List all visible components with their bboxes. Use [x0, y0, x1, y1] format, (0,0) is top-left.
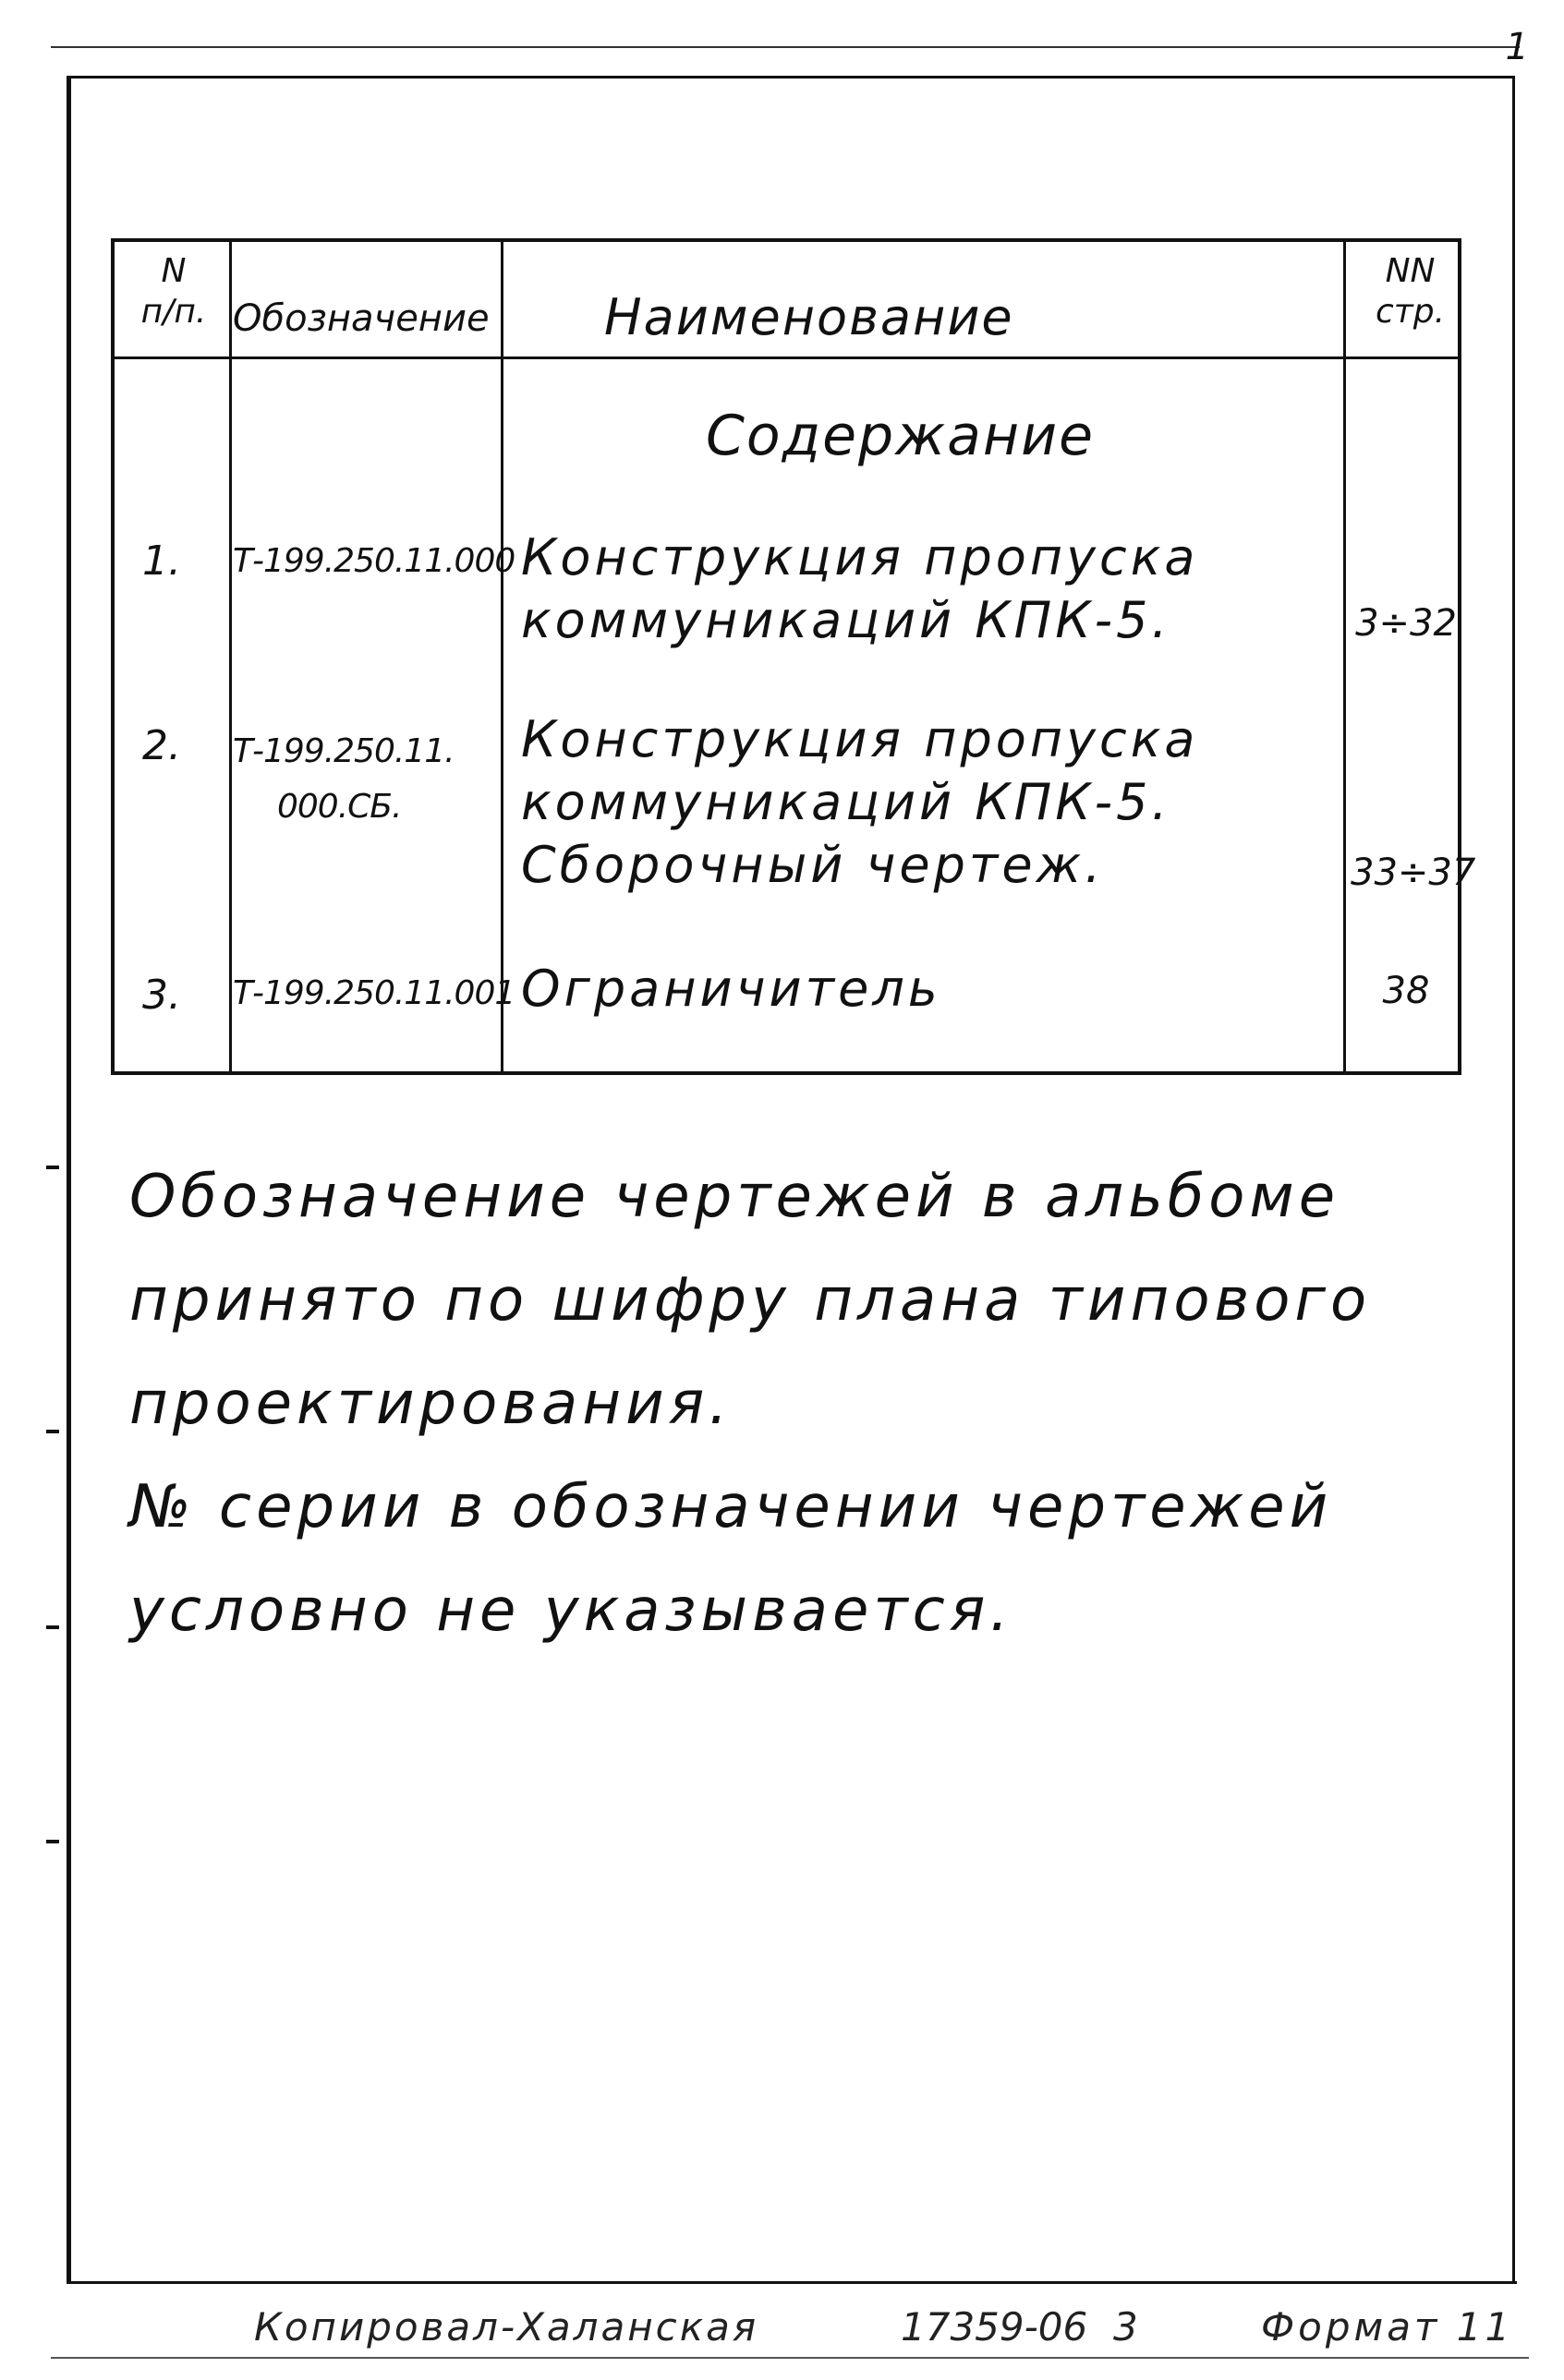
- header-name: Наименование: [604, 288, 1014, 346]
- row-pages: 38: [1382, 970, 1430, 1012]
- margin-tick: [46, 1625, 59, 1629]
- row-number: 1.: [142, 538, 181, 585]
- footer-format: Формат 11: [1261, 2304, 1514, 2350]
- note-text: Обозначение чертежей в альбоме принято по шифру плана типового проектирования. № серии в обозначении чертежей условно не указывается.: [129, 1163, 1372, 1645]
- column-divider: [501, 242, 503, 1071]
- margin-tick: [46, 1840, 59, 1843]
- row-number: 3.: [142, 972, 181, 1019]
- page-number: 1: [1505, 26, 1529, 68]
- column-divider: [229, 242, 232, 1071]
- row-pages: 33÷37: [1351, 852, 1476, 894]
- footer-doc-number: 17359-06: [901, 2304, 1088, 2350]
- row-name: Конструкция пропуска коммуникаций КПК-5. Сборочный чертеж.: [521, 710, 1199, 894]
- header-number: N п/п.: [140, 252, 207, 331]
- row-designation: Т-199.250.11.001: [233, 974, 515, 1012]
- row-designation: Т-199.250.11. 000.СБ.: [233, 732, 455, 826]
- contents-table: [111, 238, 1476, 1075]
- bottom-rule: [67, 2281, 1517, 2284]
- header-divider: [115, 356, 1458, 359]
- footer-sheet: 3: [1113, 2304, 1138, 2350]
- footer-copied-by: Копировал-Халанская: [254, 2304, 759, 2350]
- bottom-rule-outer: [51, 2357, 1529, 2359]
- margin-tick: [46, 1166, 59, 1169]
- row-pages: 3÷32: [1355, 602, 1457, 645]
- row-name: Конструкция пропуска коммуникаций КПК-5.: [521, 528, 1199, 649]
- row-number: 2.: [142, 722, 181, 769]
- row-name: Ограничитель: [521, 960, 941, 1018]
- margin-tick: [46, 1430, 59, 1433]
- header-designation: Обозначение: [233, 297, 490, 340]
- top-rule: [51, 46, 1520, 48]
- column-divider: [1343, 242, 1346, 1071]
- section-title: Содержание: [706, 404, 1096, 468]
- row-designation: Т-199.250.11.000: [233, 542, 515, 580]
- header-pages: NN стр.: [1375, 252, 1446, 331]
